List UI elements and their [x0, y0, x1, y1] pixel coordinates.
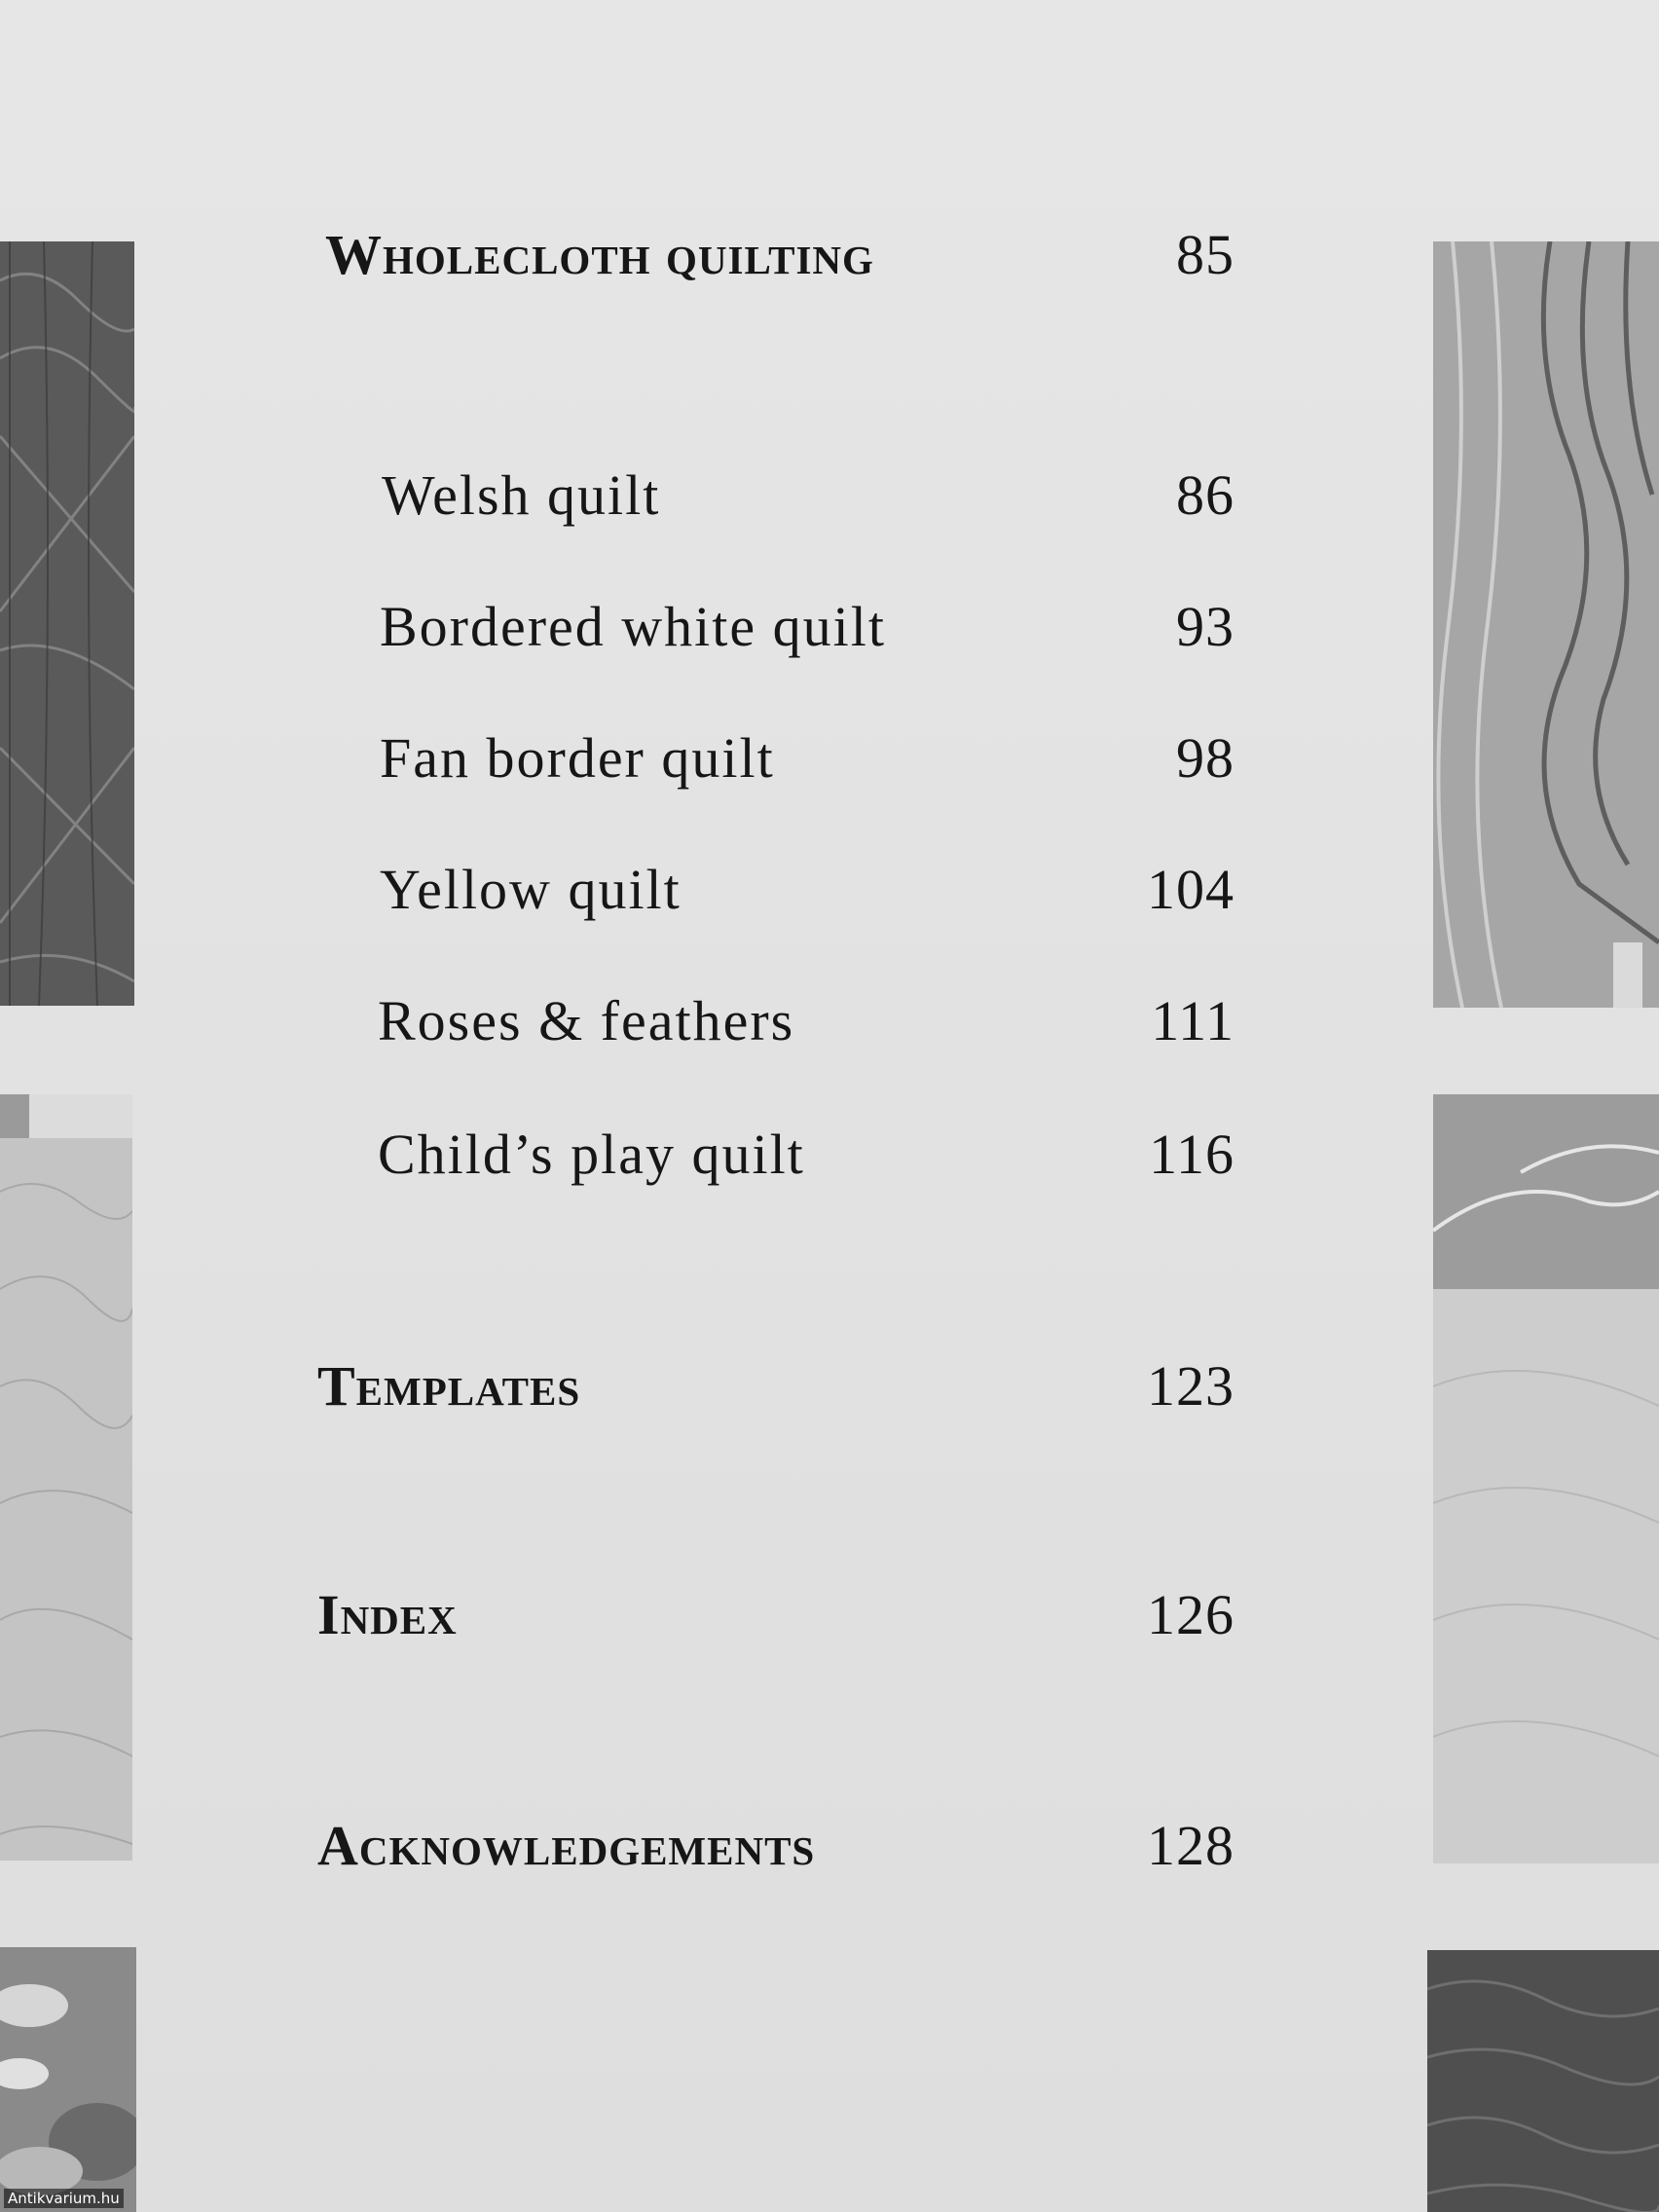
- quilt-photo-right-bottom: [1427, 1950, 1659, 2212]
- toc-entry-title: Yellow quilt: [380, 858, 682, 921]
- toc-entry-title: Child’s play quilt: [378, 1123, 805, 1186]
- toc-section-page: 128: [1147, 1814, 1235, 1877]
- quilt-photo-right-middle: [1433, 1094, 1659, 1863]
- toc-entry-title: Bordered white quilt: [380, 595, 887, 658]
- toc-section-title: Templates: [317, 1354, 581, 1418]
- toc-entry-page: 104: [1147, 858, 1235, 921]
- toc-entry-title: Welsh quilt: [382, 463, 661, 527]
- watermark: Antikvarium.hu: [4, 2189, 124, 2208]
- quilt-photo-left-middle: [0, 1094, 132, 1861]
- toc-section-page: 123: [1147, 1354, 1235, 1418]
- toc-section-title: Wholecloth quilting: [325, 223, 874, 286]
- toc-entry-page: 116: [1149, 1123, 1235, 1186]
- toc-entry-page: 98: [1176, 726, 1235, 790]
- toc-section-title: Index: [317, 1583, 458, 1646]
- quilt-photo-right-top: [1433, 241, 1659, 1008]
- quilt-photo-left-top: [0, 241, 134, 1006]
- toc-section-title: Acknowledgements: [317, 1814, 816, 1877]
- toc-entry-page: 86: [1176, 463, 1235, 527]
- quilt-photo-left-bottom: [0, 1947, 136, 2212]
- toc-entry-page: 93: [1176, 595, 1235, 658]
- toc-entry-title: Fan border quilt: [380, 726, 775, 790]
- toc-section-page: 126: [1147, 1583, 1235, 1646]
- toc-entry-title: Roses & feathers: [378, 989, 795, 1052]
- toc-section-page: 85: [1176, 223, 1235, 286]
- toc-entry-page: 111: [1151, 989, 1235, 1052]
